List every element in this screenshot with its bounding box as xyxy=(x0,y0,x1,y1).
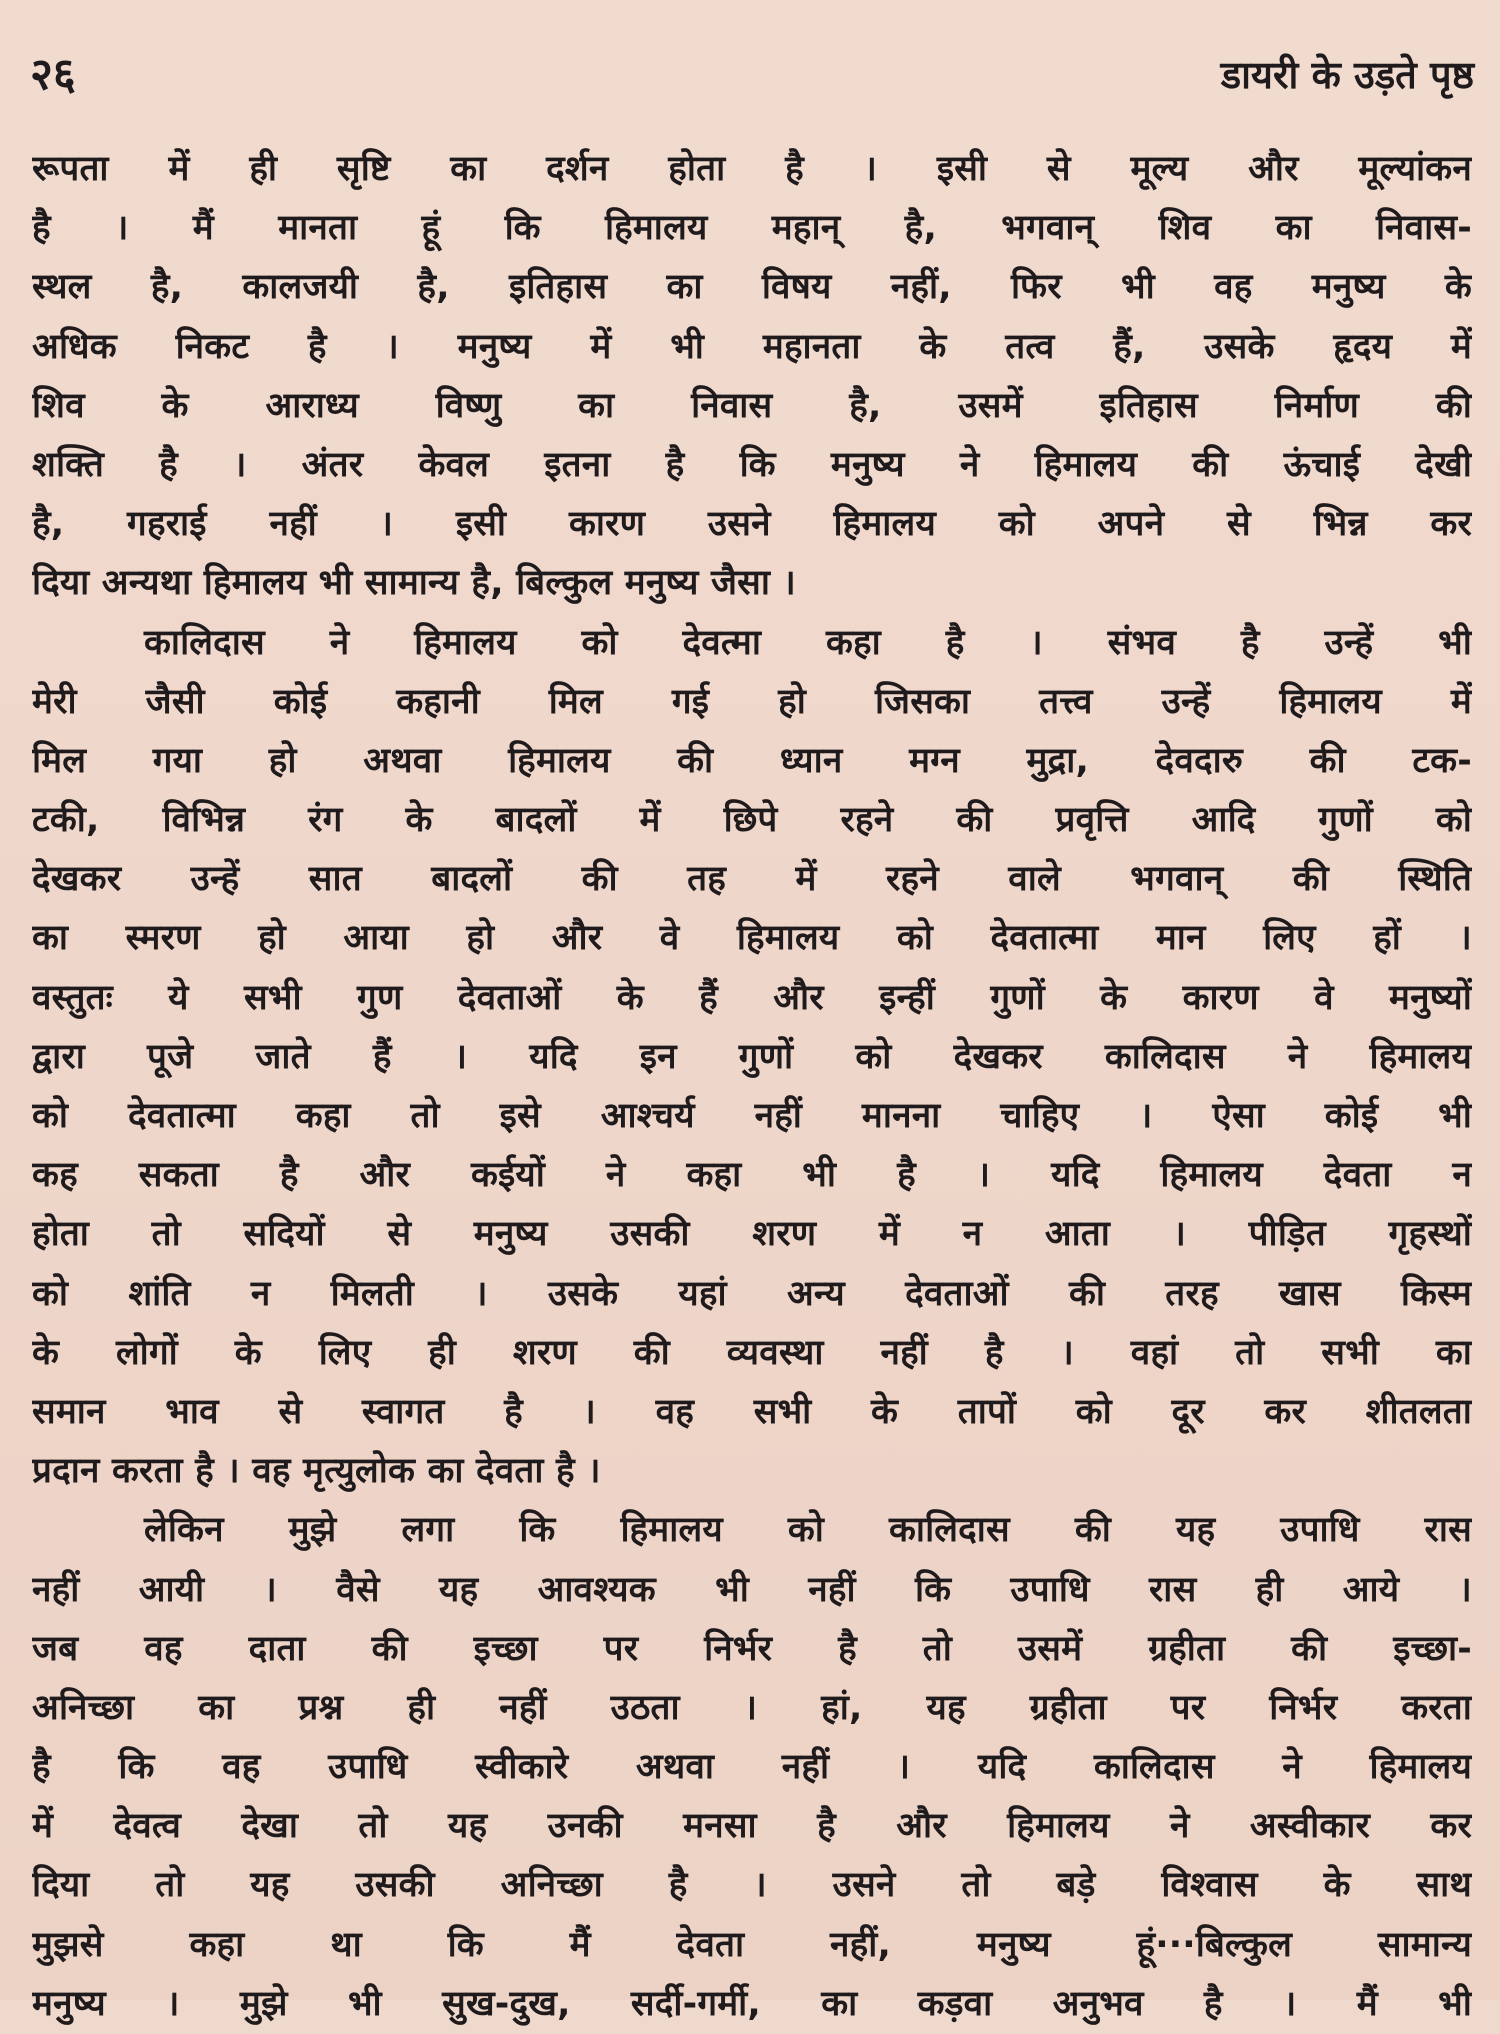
text-line: अनिच्छा का प्रश्न ही नहीं उठता । हां, यह ग्रहीता पर निर्भर करता xyxy=(32,1687,1472,1728)
text-line: शिव के आराध्य विष्णु का निवास है, उसमें इतिहास निर्माण की xyxy=(32,385,1472,426)
text-line: टकी, विभिन्न रंग के बादलों में छिपे रहने की प्रवृत्ति आदि गुणों को xyxy=(32,800,1472,841)
page-number: २६ xyxy=(30,49,76,100)
text-line: वस्तुतः ये सभी गुण देवताओं के हैं और इन्हीं गुणों के कारण वे मनुष्यों xyxy=(32,977,1472,1018)
text-line: नहीं आयी । वैसे यह आवश्यक भी नहीं कि उपाधि रास ही आये । xyxy=(32,1569,1472,1610)
text-line: मिल गया हो अथवा हिमालय की ध्यान मग्न मुद्रा, देवदारु की टक- xyxy=(32,740,1472,781)
text-line: को देवतात्मा कहा तो इसे आश्चर्य नहीं मानना चाहिए । ऐसा कोई भी xyxy=(32,1096,1472,1136)
text-line: समान भाव से स्वागत है । वह सभी के तापों को दूर कर शीतलता xyxy=(32,1391,1472,1432)
text-line: शक्ति है । अंतर केवल इतना है कि मनुष्य ने हिमालय की ऊंचाई देखी xyxy=(32,444,1472,485)
page-header xyxy=(26,44,1474,106)
text-line: प्रदान करता है । वह मृत्युलोक का देवता है । xyxy=(32,1451,601,1492)
text-line: अधिक निकट है । मनुष्य में भी महानता के तत्व हैं, उसके हृदय में xyxy=(32,326,1472,367)
text-line: को शांति न मिलती । उसके यहां अन्य देवताओं की तरह खास किस्म xyxy=(32,1273,1472,1314)
text-line: दिया तो यह उसकी अनिच्छा है । उसने तो बड़े विश्वास के साथ xyxy=(32,1865,1472,1906)
text-line: रूपता में ही सृष्टि का दर्शन होता है । इसी से मूल्य और मूल्यांकन xyxy=(32,149,1472,189)
text-line: कह सकता है और कईयों ने कहा भी है । यदि हिमालय देवता न xyxy=(32,1155,1472,1196)
text-line: है कि वह उपाधि स्वीकारे अथवा नहीं । यदि कालिदास ने हिमालय xyxy=(32,1747,1472,1788)
text-line: है, गहराई नहीं । इसी कारण उसने हिमालय को अपने से भिन्न कर xyxy=(32,504,1472,545)
paragraph-start-line: लेकिन मुझे लगा कि हिमालय को कालिदास की यह उपाधि रास xyxy=(144,1510,1472,1551)
text-line: होता तो सदियों से मनुष्य उसकी शरण में न आता । पीड़ित गृहस्थों xyxy=(32,1214,1472,1255)
text-line: का स्मरण हो आया हो और वे हिमालय को देवतात्मा मान लिए हों । xyxy=(32,918,1472,959)
text-line: के लोगों के लिए ही शरण की व्यवस्था नहीं है । वहां तो सभी का xyxy=(32,1332,1472,1373)
text-line: द्वारा पूजे जाते हैं । यदि इन गुणों को देखकर कालिदास ने हिमालय xyxy=(32,1036,1472,1077)
text-line: मेरी जैसी कोई कहानी मिल गई हो जिसका तत्त्व उन्हें हिमालय में xyxy=(32,681,1472,722)
text-line: जब वह दाता की इच्छा पर निर्भर है तो उसमें ग्रहीता की इच्छा- xyxy=(32,1628,1472,1669)
text-line: है । मैं मानता हूं कि हिमालय महान् है, भगवान् शिव का निवास- xyxy=(32,208,1472,249)
text-line: देखकर उन्हें सात बादलों की तह में रहने वाले भगवान् की स्थिति xyxy=(32,859,1472,900)
running-title: डायरी के उड़ते पृष्ठ xyxy=(1220,53,1474,97)
text-line: स्थल है, कालजयी है, इतिहास का विषय नहीं, फिर भी वह मनुष्य के xyxy=(32,267,1472,308)
text-line: मनुष्य । मुझे भी सुख-दुख, सर्दी-गर्मी, का कड़वा अनुभव है । मैं भी xyxy=(32,1983,1472,2024)
paragraph-start-line: कालिदास ने हिमालय को देवत्मा कहा है । संभव है उन्हें भी xyxy=(144,622,1472,663)
text-line: मुझसे कहा था कि मैं देवता नहीं, मनुष्य हूं···बिल्कुल सामान्य xyxy=(32,1924,1472,1965)
text-line: दिया अन्यथा हिमालय भी सामान्य है, बिल्कुल मनुष्य जैसा । xyxy=(32,563,796,604)
text-line: में देवत्व देखा तो यह उनकी मनसा है और हिमालय ने अस्वीकार कर xyxy=(32,1806,1472,1847)
body-text xyxy=(32,140,1472,2034)
